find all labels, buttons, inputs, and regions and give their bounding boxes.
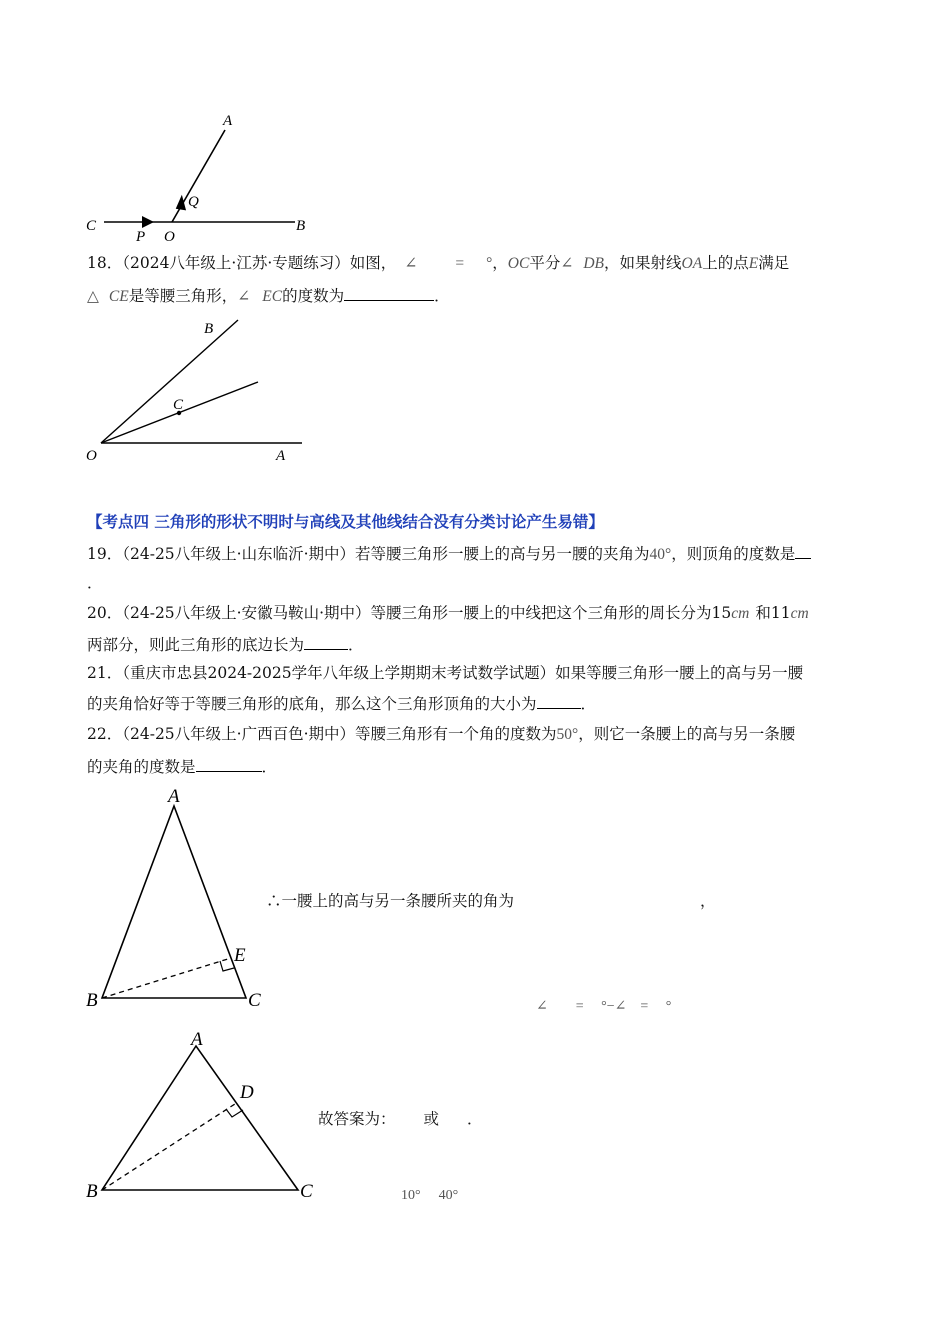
solution-line1-end: ， [700, 892, 716, 910]
figure-q18 [80, 312, 320, 472]
q21-answer-blank[interactable] [537, 692, 581, 709]
answer-value-2: 40° [438, 1188, 459, 1203]
solution-angle-fragment: ∠ = °−∠ = ° [536, 999, 672, 1014]
label-E: E [234, 945, 246, 966]
solution-answer-line: 故答案为： 或 ． [318, 1110, 483, 1128]
label-Q: Q [188, 194, 199, 210]
question-22-line2: 的夹角的度数是 ． [87, 755, 277, 778]
question-20-line1: 20．（24-25八年级上·安徽马鞍山·期中）等腰三角形一腰上的中线把这个三角形的周长分为15cm 和11cm [87, 604, 809, 622]
label-C: C [300, 1181, 313, 1202]
q20-answer-blank[interactable] [304, 633, 348, 650]
q22-number: 22． [87, 725, 123, 743]
figure-triangle-abe [80, 780, 280, 1020]
q18-number: 18． [87, 254, 123, 272]
altitude-be [102, 958, 231, 998]
label-B: B [86, 1181, 98, 1202]
q20-number: 20． [87, 604, 123, 622]
question-22-line1: 22．（24-25八年级上·广西百色·期中）等腰三角形有一个角的度数为50°，则它一条腰上的高与另一条腰 [87, 725, 796, 743]
label-D: D [240, 1082, 254, 1103]
label-B: B [296, 218, 306, 234]
question-21-line1: 21．（重庆市忠县2024-2025学年八年级上学期期末考试数学试题）如果等腰三角形一腰上的高与另一腰 [87, 664, 804, 682]
section-heading: 【考点四 三角形的形状不明时与高线及其他线结合没有分类讨论产生易错】 [87, 513, 604, 531]
q19-number: 19． [87, 545, 123, 563]
q22-answer-blank[interactable] [196, 755, 262, 772]
label-B: B [86, 990, 98, 1011]
question-19-line1: 19．（24-25八年级上·山东临沂·期中）若等腰三角形一腰上的高与另一腰的夹角为40°，则顶角的度数是 [87, 542, 811, 566]
triangle-abc [102, 806, 246, 998]
question-18-line1: 18．（2024八年级上·江苏·专题练习）如图， ∠ = °，OC平分∠ DB，如果射线OA上的点E满足 [87, 254, 790, 272]
q19-source: （24-25八年级上·山东临沂·期中） [122, 545, 356, 563]
question-18-line2: △ CE是等腰三角形，∠ EC的度数为 ． [87, 284, 450, 308]
label-A: A [191, 1029, 203, 1050]
label-A: A [276, 448, 286, 464]
right-angle-d [226, 1109, 243, 1117]
q22-source: （24-25八年级上·广西百色·期中） [122, 725, 356, 743]
question-20-line2: 两部分，则此三角形的底边长为 ． [87, 633, 364, 656]
arrow-p [142, 216, 154, 228]
q19-answer-blank[interactable] [795, 542, 811, 559]
label-O: O [86, 448, 97, 464]
label-C: C [248, 990, 261, 1011]
ray-ob [101, 320, 238, 443]
q21-source: （重庆市忠县2024-2025学年八年级上学期期末考试数学试题） [122, 664, 556, 682]
figure-q17 [80, 108, 320, 248]
label-O: O [164, 229, 175, 245]
arrow-q [174, 195, 186, 212]
label-A: A [168, 786, 180, 807]
question-19-line2: ． [87, 574, 103, 592]
q18-source: （2024八年级上·江苏·专题练习） [122, 254, 350, 272]
answer-value-1: 10° [401, 1188, 421, 1203]
q18-answer-blank[interactable] [344, 284, 434, 301]
label-C: C [173, 397, 184, 413]
label-A: A [223, 113, 233, 129]
figure-triangle-abd [80, 1022, 340, 1212]
question-21-line2: 的夹角恰好等于等腰三角形的底角，那么这个三角形顶角的大小为 ． [87, 692, 596, 715]
triangle-abc [102, 1046, 298, 1190]
label-B: B [204, 321, 214, 337]
label-C: C [86, 218, 97, 234]
label-P: P [136, 229, 146, 245]
altitude-bd [102, 1102, 238, 1190]
q21-number: 21． [87, 664, 123, 682]
solution-answer-values [401, 1185, 458, 1207]
solution-line1: ∴一腰上的高与另一条腰所夹的角为 [266, 892, 515, 910]
q20-source: （24-25八年级上·安徽马鞍山·期中） [122, 604, 371, 622]
